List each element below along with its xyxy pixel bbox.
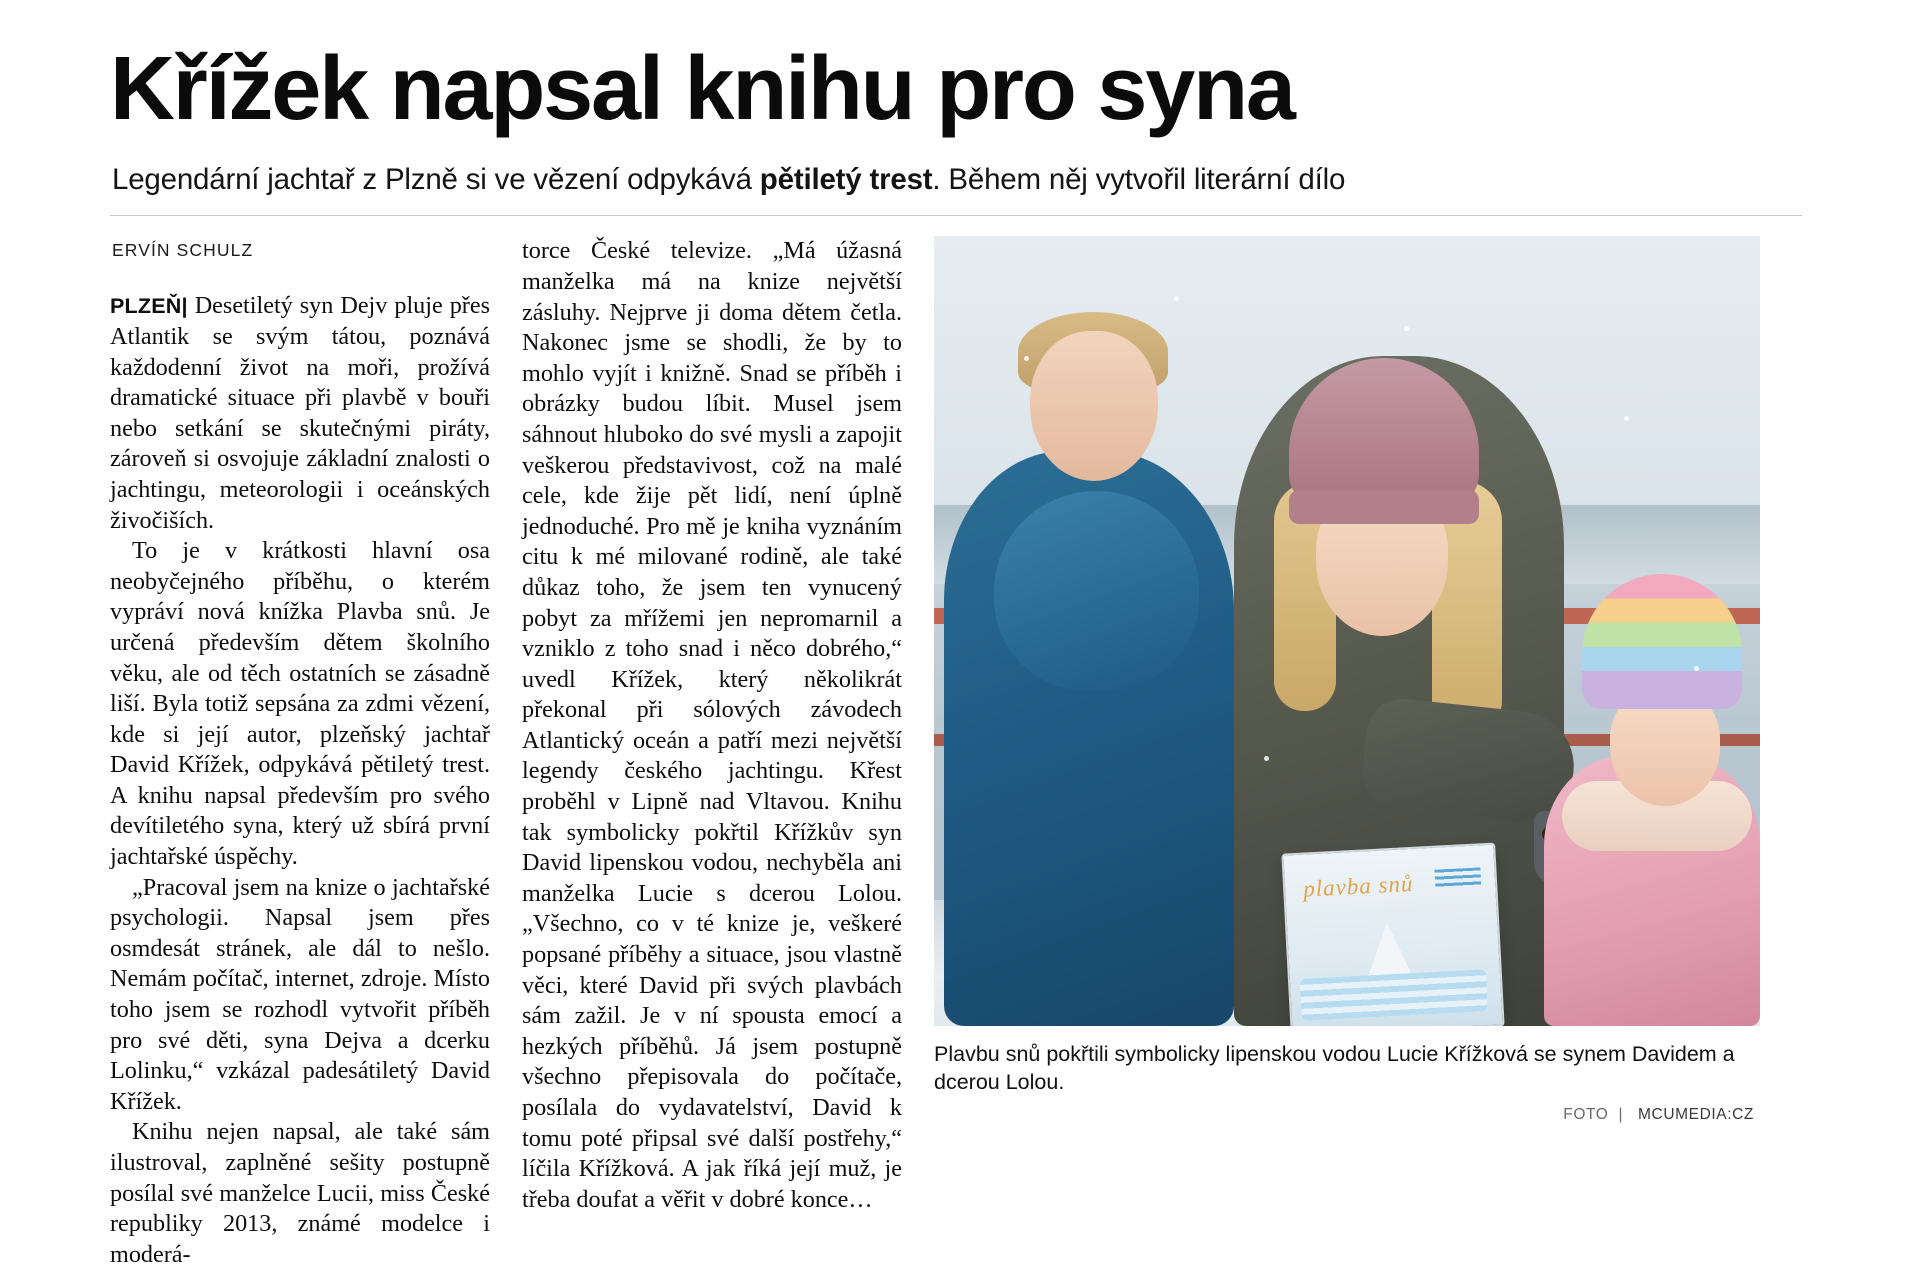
page-title: Křížek napsal knihu pro syna <box>110 39 1294 139</box>
photo-credit <box>934 1106 1754 1124</box>
column-three-photo <box>934 236 1760 1270</box>
photo-credit-label: FOTO <box>1563 1106 1609 1124</box>
photo-boy <box>944 451 1234 1026</box>
photo-credit-source: MCUMEDIA:CZ <box>1638 1106 1754 1124</box>
book-cover-sea <box>1300 970 1488 1022</box>
subheadline-text-start: Legendární jachtař z Plzně si ve vězení odpykává <box>112 163 760 196</box>
photo-book <box>1281 843 1504 1026</box>
paragraph: „Pracoval jsem na knize o jachtařské psychologii. Napsal jsem přes osmdesát stránek, ale dál to nešlo. Nemám počítač, internet, zdroje. Místo toho jsem se rozhodl vytvořit příběh pro své děti, syna Dejva a dcerku Lolinku,“ vzkázal padesátiletý David Křížek. <box>110 873 490 1115</box>
byline: ERVÍN SCHULZ <box>112 240 254 261</box>
paragraph-lead <box>110 291 490 536</box>
book-cover-waves <box>1434 868 1481 890</box>
dateline-separator: | <box>181 294 188 319</box>
header-divider <box>110 215 1802 216</box>
photo-boy-face <box>1030 331 1158 481</box>
article-photo <box>934 236 1760 1026</box>
column-two <box>522 236 934 1270</box>
paragraph: Knihu nejen napsal, ale také sám ilustroval, zaplněné sešity postupně posílal své manželce Lucii, miss České republiky 2013, známé modelce i moderá- <box>110 1118 490 1268</box>
photo-boy-hood <box>994 491 1199 691</box>
book-cover-title: plavba snů <box>1302 871 1415 903</box>
paragraph-text: Desetiletý syn Dejv pluje přes Atlantik se svým tátou, poznává každodenní život na moři, prožívá dramatické situace při plavbě v bouři nebo setkání se skutečnými piráty, zároveň si osvojuje základní znalosti o jachtingu, meteorologii i oceánských živočiších. <box>110 292 491 534</box>
photo-credit-separator: | <box>1618 1106 1624 1124</box>
paragraph: To je v krátkosti hlavní osa neobyčejného příběhu, o kterém vypráví nová knížka Plavba snů. Je určená především dětem školního věku, ale od těch ostatních se zásadně liší. Byla totiž sepsána za zdmi vězení, kde si její autor, plzeňský jachtař David Křížek, odpykává pětiletý trest. A knihu napsal především pro svého devítiletého syna, který už sbírá první jachtařské úspěchy. <box>110 537 490 871</box>
column-one <box>110 236 522 1270</box>
subheadline <box>112 162 1802 197</box>
book-cover-sail-icon <box>1365 922 1412 978</box>
subheadline-emphasis: pětiletý trest <box>759 163 933 196</box>
paragraph: torce České televize. „Má úžasná manželka má na knize největší zásluhy. Nejprve ji doma dětem četla. Nakonec jsme se shodli, že by to mohlo vyjít i knižně. Snad se příběh i obrázky budou líbit. Musel jsem sáhnout hluboko do své mysli a zapojit veškerou představivost, což na malé cele, kde žije pět lidí, není úplně jednoduché. Pro mě je kniha vyznáním citu k mé milované rodině, ale také důkaz toho, že jsem ten vynucený pobyt za mřížemi jen nepromarnil a vzniklo z toho snad i něco dobrého,“ uvedl Křížek, který několikrát překonal při sólových závodech Atlantický oceán a patří mezi největší legendy českého jachtingu. Křest proběhl v Lipně nad Vltavou. Knihu tak symbolicky pokřtil Křížkův syn David lipenskou vodou, nechyběla ani manželka Lucie s dcerou Lolou. „Všechno, co v té knize je, veškeré popsané příběhy a situace, jsou vlastně věci, které David při svých plavbách sám zažil. Je v ní spousta emocí a hezkých příběhů. Já jsem postupně všechno přepisovala do počítače, posílala do vydavatelství, David k tomu poté připsal své další postřehy,“ líčila Křížková. A jak říká její muž, je třeba doufat a věřit v dobré konce… <box>522 237 902 1213</box>
photo-block <box>934 236 1760 1124</box>
article-body <box>110 236 1802 1270</box>
dateline: PLZEŇ <box>110 294 182 319</box>
photo-caption: Plavbu snů pokřtili symbolicky lipenskou vodou Lucie Křížková se synem Davidem a dcerou Lolou. <box>934 1042 1735 1095</box>
subheadline-text-end: . Během něj vytvořil literární dílo <box>932 163 1346 196</box>
